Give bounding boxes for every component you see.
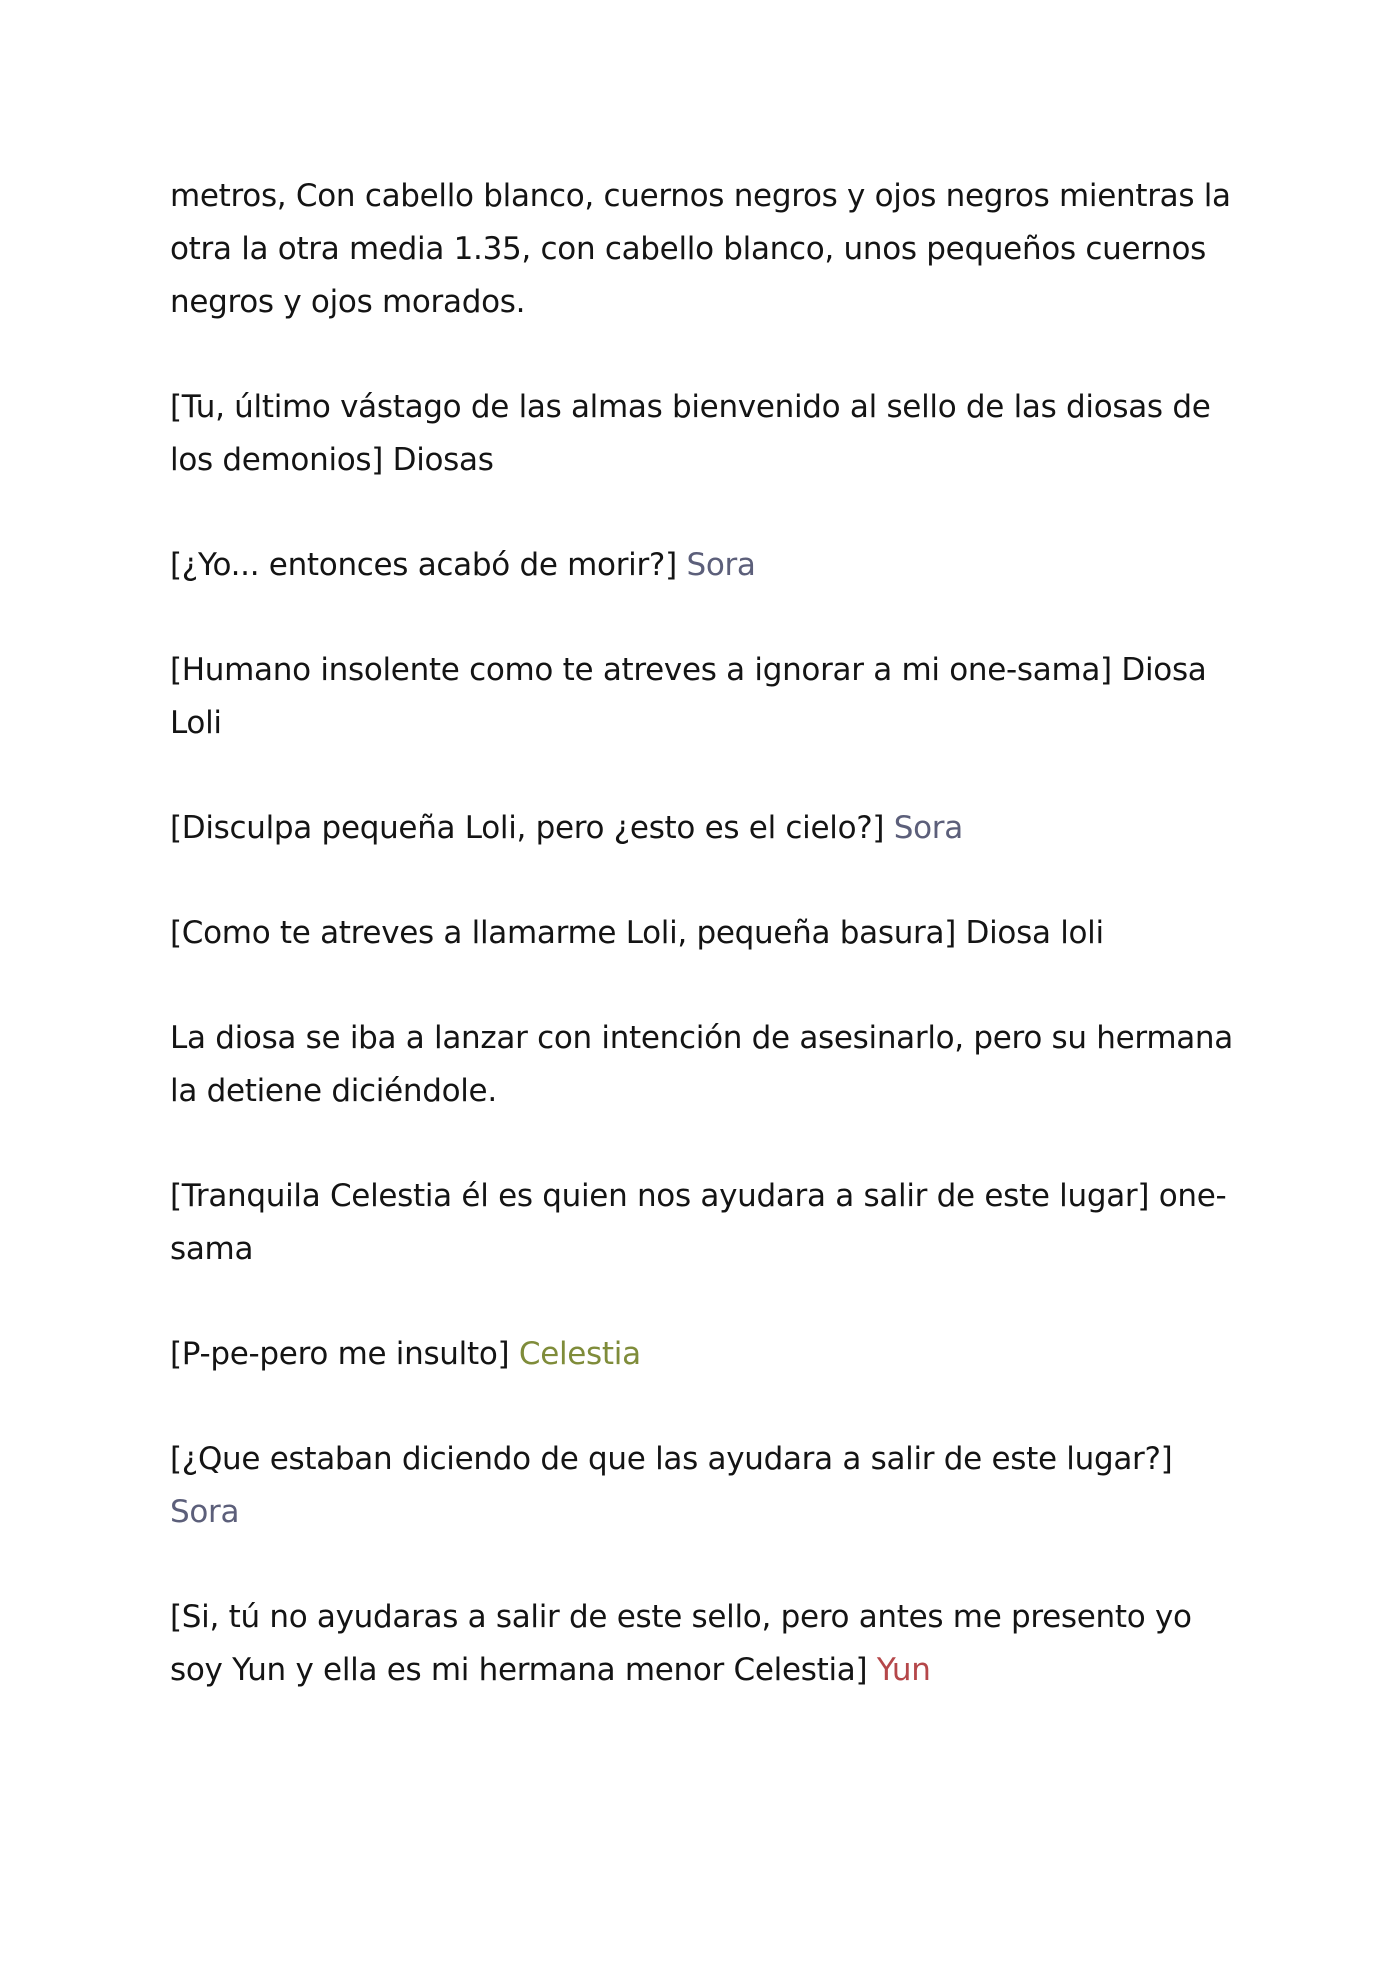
dialogue-text: [P-pe-pero me insulto] — [170, 1336, 510, 1372]
dialogue-text: [Humano insolente como te atreves a ignorar a mi one-sama] Diosa Loli — [170, 652, 1207, 741]
dialogue-text: [¿Yo... entonces acabó de morir?] — [170, 547, 677, 583]
dialogue-text: [Si, tú no ayudaras a salir de este sello, pero antes me presento yo soy Yun y ella es mi hermana menor Celestia] — [170, 1599, 1192, 1688]
speaker-name-celestia: Celestia — [518, 1336, 641, 1372]
paragraph-text: La diosa se iba a lanzar con intención de asesinarlo, pero su hermana la detiene diciéndole. — [170, 1020, 1233, 1109]
dialogue-diosa-loli — [170, 644, 1235, 750]
paragraph-text: metros, Con cabello blanco, cuernos negros y ojos negros mientras la otra la otra media 1.35, con cabello blanco, unos pequeños cuernos negros y ojos morados. — [170, 178, 1231, 320]
dialogue-diosa-loli — [170, 907, 1235, 960]
speaker-name-sora: Sora — [893, 810, 963, 846]
dialogue-sora — [170, 539, 1235, 592]
paragraph-narration — [170, 1012, 1235, 1118]
dialogue-sora — [170, 802, 1235, 855]
dialogue-text: [¿Que estaban diciendo de que las ayudara a salir de este lugar?] — [170, 1441, 1173, 1477]
dialogue-yun — [170, 1591, 1235, 1697]
dialogue-text: [Tranquila Celestia él es quien nos ayudara a salir de este lugar] one-sama — [170, 1178, 1227, 1267]
speaker-name-sora: Sora — [686, 547, 756, 583]
story-text — [170, 170, 1235, 1749]
dialogue-text: [Tu, último vástago de las almas bienvenido al sello de las diosas de los demonios] Diosas — [170, 389, 1211, 478]
dialogue-text: [Como te atreves a llamarme Loli, pequeña basura] Diosa loli — [170, 915, 1104, 951]
dialogue-sora — [170, 1433, 1235, 1539]
speaker-name-sora: Sora — [170, 1494, 240, 1530]
speaker-name-yun: Yun — [876, 1652, 931, 1688]
dialogue-one-sama — [170, 1170, 1235, 1276]
dialogue-celestia — [170, 1328, 1235, 1381]
dialogue-diosas — [170, 381, 1235, 487]
paragraph-description — [170, 170, 1235, 329]
dialogue-text: [Disculpa pequeña Loli, pero ¿esto es el cielo?] — [170, 810, 885, 846]
